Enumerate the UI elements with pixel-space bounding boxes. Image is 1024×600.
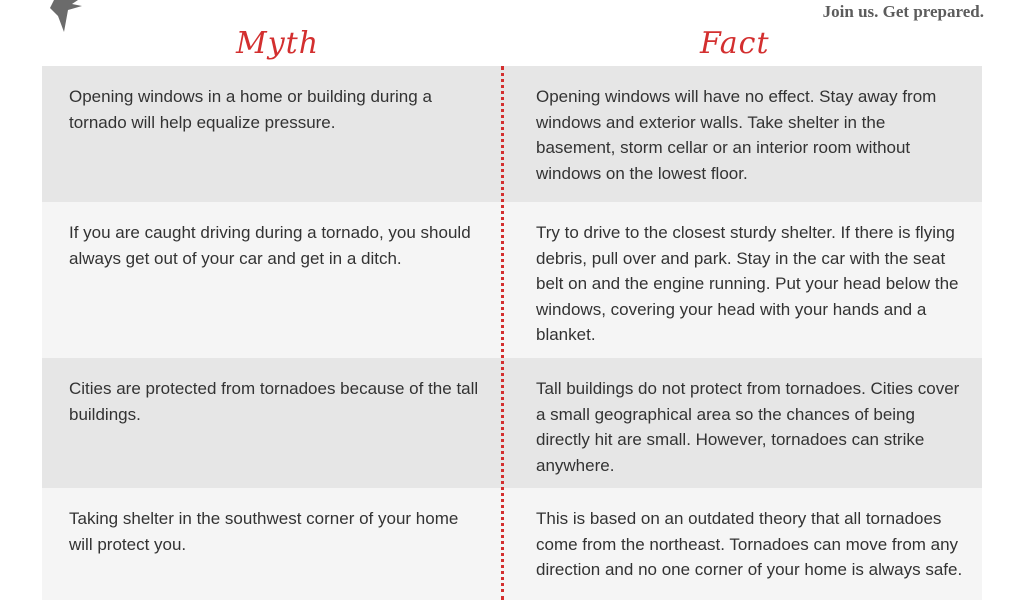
myth-column-header: Myth [236, 26, 320, 61]
fact-column-header: Fact [700, 26, 770, 61]
myth-cell: If you are caught driving during a tornado, you should always get out of your car and get in a ditch. [69, 223, 471, 268]
column-divider [501, 66, 504, 600]
fact-cell: Tall buildings do not protect from tornadoes. Cities cover a small geographical area so the chances of being directly hit are small. However, tornadoes can strike anywhere. [536, 379, 960, 475]
myth-fact-table [42, 66, 982, 600]
fact-cell: This is based on an outdated theory that all tornadoes come from the northeast. Tornadoes can move from any direction and no one corner of your home is always safe. [536, 509, 963, 579]
myth-cell: Taking shelter in the southwest corner of your home will protect you. [69, 509, 459, 554]
myth-cell: Opening windows in a home or building during a tornado will help equalize pressure. [69, 87, 432, 132]
tagline: Join us. Get prepared. [822, 2, 984, 21]
red-cross-logo-icon [48, 0, 88, 34]
table-row [42, 202, 982, 358]
table-row [42, 488, 982, 600]
fact-cell: Opening windows will have no effect. Stay away from windows and exterior walls. Take shelter in the basement, storm cellar or an interior room without windows on the lowest floor. [536, 87, 937, 183]
myth-cell: Cities are protected from tornadoes because of the tall buildings. [69, 379, 479, 424]
fact-cell: Try to drive to the closest sturdy shelter. If there is flying debris, pull over and park. Stay in the car with the seat belt on and the engine running. Put your head below the windows, covering your head with your hands and a blanket. [536, 223, 959, 344]
table-row [42, 358, 982, 488]
table-row [42, 66, 982, 202]
